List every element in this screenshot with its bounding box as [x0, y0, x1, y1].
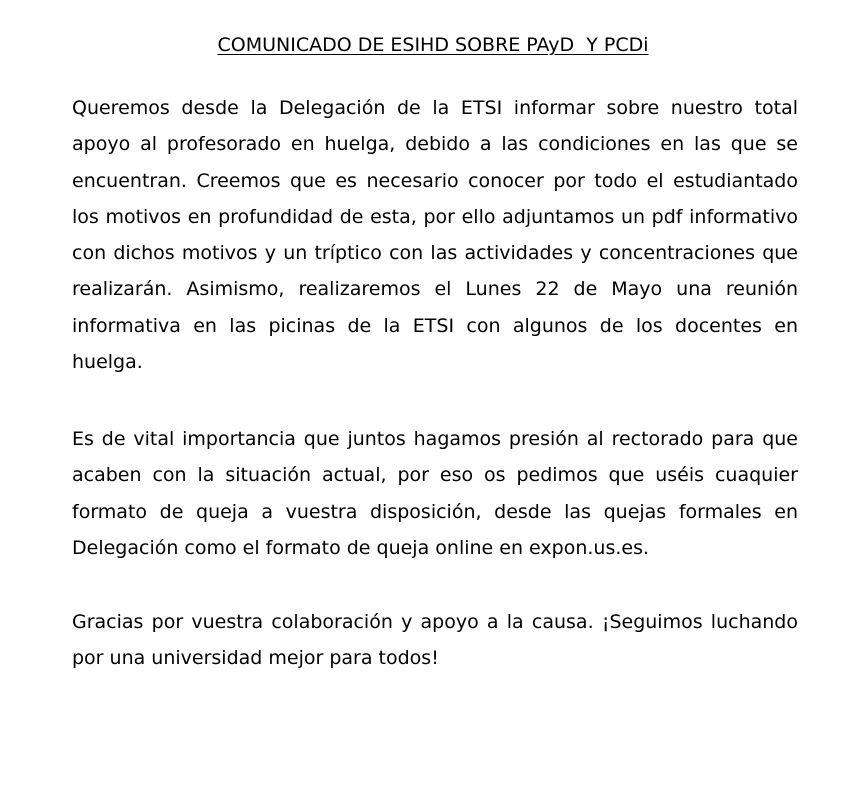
paragraph-complaint-request: Es de vital importancia que juntos hagamos presión al rectorado para que acaben con la situación actual, por eso os pedimos que uséis cuaquier formato de queja a vuestra disposición, desde las quejas formales en Delegación como el formato de queja online en expon.us.es.: [72, 428, 798, 559]
paragraph-support-announcement: Queremos desde la Delegación de la ETSI informar sobre nuestro total apoyo al profesorado en huelga, debido a las condiciones en las que se encuentran. Creemos que es necesario conocer por todo el estudiantado los motivos en profundidad de esta, por ello adjuntamos un pdf informativo con dichos motivos y un tríptico con las actividades y concentraciones que realizarán. Asimismo, realizaremos el Lunes 22 de Mayo una reunión informativa en las picinas de la ETSI con algunos de los docentes en huelga.: [72, 97, 798, 374]
paragraph-closing-thanks: Gracias por vuestra colaboración y apoyo a la causa. ¡Seguimos luchando por una universidad mejor para todos!: [72, 611, 798, 670]
document-title: COMUNICADO DE ESIHD SOBRE PAyD Y PCDi: [217, 34, 649, 56]
